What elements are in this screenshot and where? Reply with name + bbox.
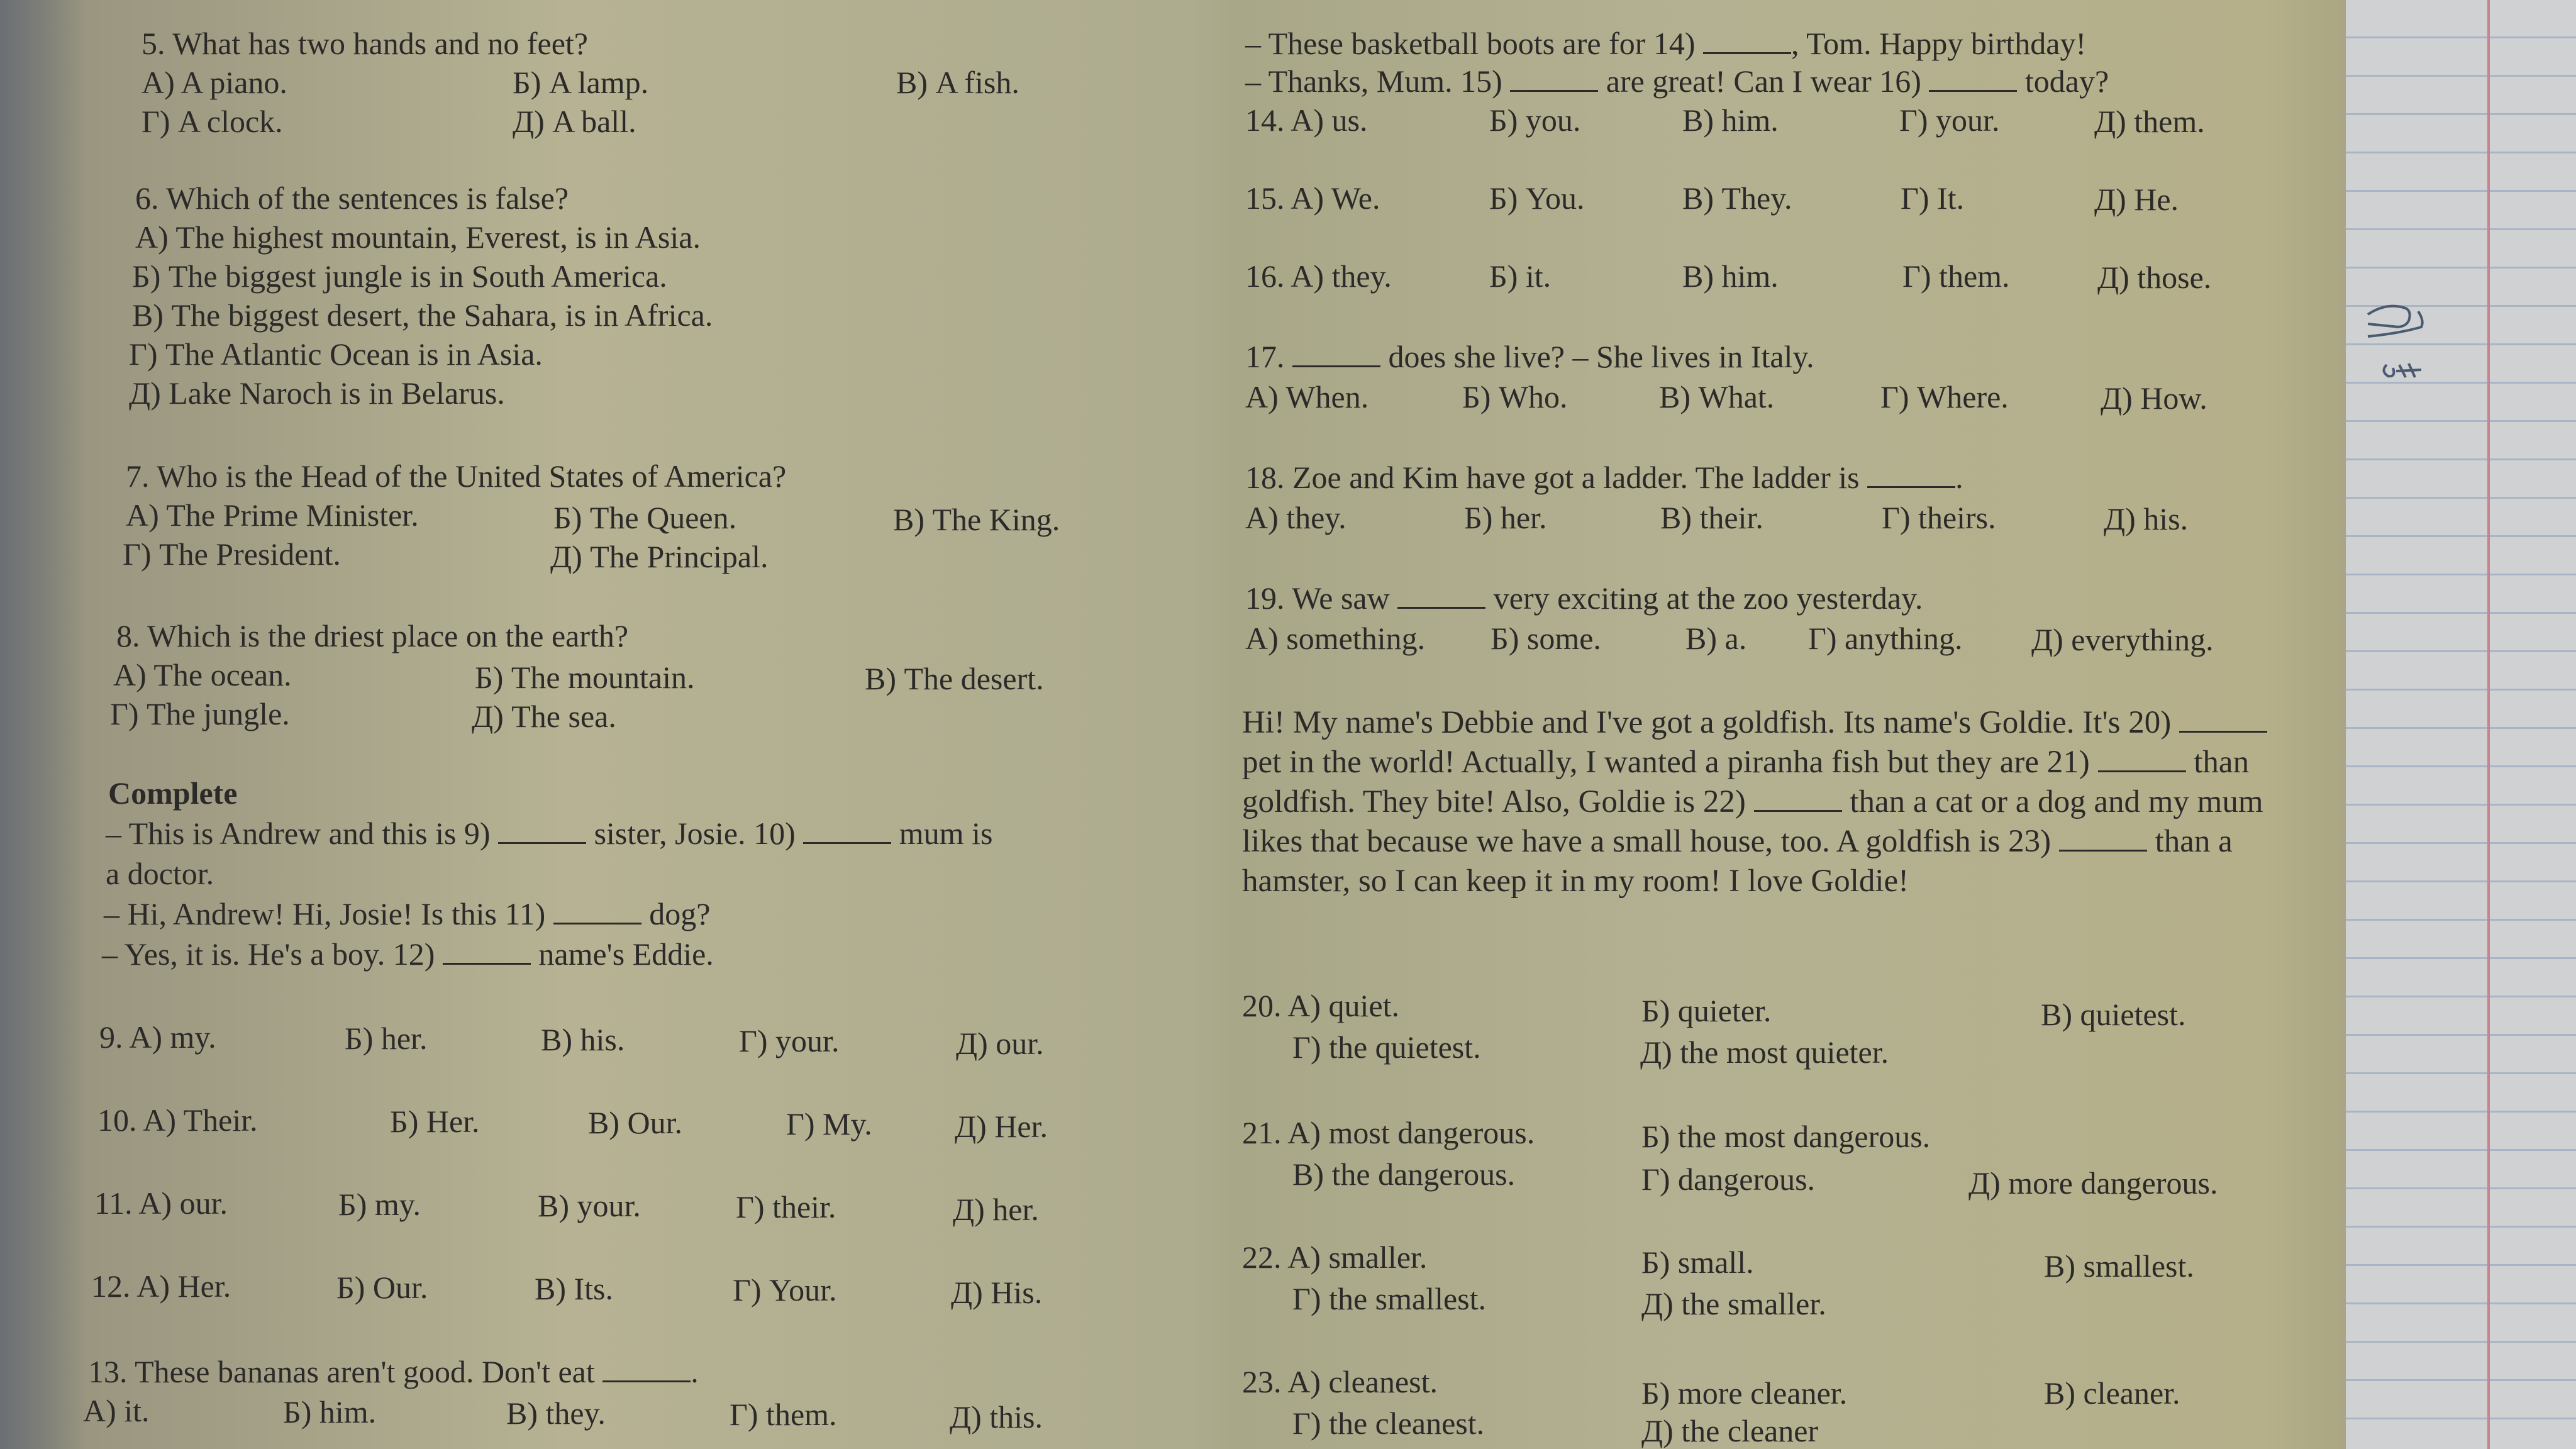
option: A) The Prime Minister. [126,497,419,533]
option: В) a. [1685,621,1747,656]
text: – This is Andrew and this is 9) [106,816,491,851]
blank [1292,340,1380,367]
option: A) it. [83,1393,150,1428]
option: Д) her. [953,1192,1039,1227]
option: Д) our. [956,1026,1044,1061]
answer-row-20: 20. A) quiet. [1242,988,1399,1023]
option: A) A piano. [142,65,287,100]
section-title: Complete [108,775,238,811]
dialogue-line: a doctor. [106,856,214,891]
option: A) When. [1245,379,1369,414]
text: 13. These bananas aren't good. Don't eat [88,1354,595,1389]
dialogue-line [1245,63,2109,99]
option: Д) them. [2094,104,2205,139]
option: Д) the smaller. [1641,1286,1826,1321]
option: Г) Your. [733,1272,837,1307]
question-7: 7. Who is the Head of the United States of America? [126,458,787,494]
text: than a cat or a dog and my mum likes that because we have a small house, too. A goldfish is 23) [1242,784,2263,859]
pencil-scribble-icon [2362,277,2450,415]
option: Г) the cleanest. [1292,1406,1485,1441]
text: . [1955,460,1963,495]
text: dog? [649,896,711,931]
blank [1510,65,1598,92]
answer-row-16: 16. A) they. [1245,258,1392,294]
option: Д) the most quieter. [1640,1035,1889,1070]
option: В) quietest. [2041,997,2186,1032]
dialogue-line [1245,25,2086,62]
option: Б) The mountain. [475,660,695,695]
option: В) What. [1659,379,1775,414]
option: Г) them. [1902,258,2010,294]
answer-row-10: 10. A) Their. [97,1102,258,1138]
option: В) smallest. [2044,1248,2194,1284]
answer-row-14: 14. A) us. [1245,103,1368,138]
option: В) cleaner. [2044,1375,2180,1411]
goldfish-paragraph [1242,703,2267,901]
blank [602,1355,691,1382]
option: Г) their. [736,1189,836,1224]
option: Д) The sea. [472,699,616,734]
option: Д) the cleaner [1641,1413,1819,1448]
text: – Yes, it is. He's a boy. 12) [102,936,435,972]
option: Г) them. [730,1397,837,1432]
option: В) their. [1660,500,1763,535]
answer-row-23: 23. A) cleanest. [1242,1364,1438,1399]
dialogue-line [106,815,992,852]
option: Д) A ball. [513,104,636,139]
answer-row-9: 9. A) my. [99,1019,216,1055]
option: В) A fish. [896,65,1019,100]
option: Б) her. [345,1021,428,1056]
blank [1867,461,1955,488]
blank [1929,65,2017,92]
blank [553,897,641,924]
text: than a hamster, so I can keep it in my room! I love Goldie! [1242,824,2233,899]
option: В) him. [1682,103,1779,138]
text: mum is [899,816,993,851]
option: Д) his. [2104,501,2189,536]
text: – Thanks, Mum. 15) [1245,64,1502,99]
answer-row-15: 15. A) We. [1245,180,1380,216]
question-18 [1245,459,1963,496]
option: Б) The Queen. [553,500,737,535]
option: Д) How. [2101,380,2207,416]
option: Г) It. [1901,180,1965,216]
text: name's Eddie. [538,936,714,972]
option: Б) quieter. [1641,993,1772,1028]
option: Д) His. [951,1275,1043,1310]
answer-row-22: 22. A) smaller. [1242,1240,1428,1275]
text: Hi! My name's Debbie and I've got a goldfish. Its name's Goldie. It's 20) [1242,705,2172,740]
blank [1754,784,1842,812]
option: Б) the most dangerous. [1641,1119,1931,1154]
blank [2179,705,2267,733]
blank [1397,582,1485,609]
text: – These basketball boots are for 14) [1245,26,1696,61]
option: Б) my. [338,1187,421,1222]
option: Д) more dangerous. [1968,1165,2218,1201]
option: Г) dangerous. [1641,1162,1816,1197]
question-6: 6. Which of the sentences is false? [135,180,569,216]
option: Д) those. [2097,260,2212,295]
option: Г) The President. [123,536,341,572]
option: Б) it. [1489,258,1552,294]
text: than goldfish. They bite! Also, Goldie is 22) [1242,745,2250,819]
question-13 [88,1353,699,1390]
question-5: 5. What has two hands and no feet? [142,26,588,61]
option: В) his. [541,1022,625,1057]
option: Г) The jungle. [110,696,290,731]
option: Д) Her. [955,1109,1048,1144]
text: 18. Zoe and Kim have got a ladder. The ladder is [1245,460,1860,495]
option: A) The highest mountain, Everest, is in Asia. [135,219,701,255]
option: Д) everything. [2031,622,2214,657]
option: Д) He. [2094,182,2179,217]
option: Б) A lamp. [513,65,649,100]
option: В) they. [506,1396,606,1431]
option: Г) The Atlantic Ocean is in Asia. [129,336,543,372]
option: Б) small. [1641,1245,1754,1280]
blank [498,817,586,844]
text: . [691,1354,699,1389]
option: В) The biggest desert, the Sahara, is in Africa. [132,297,713,333]
option: Б) her. [1464,500,1547,535]
option: Д) this. [950,1399,1043,1435]
option: A) they. [1245,500,1346,535]
answer-row-12: 12. A) Her. [91,1269,231,1304]
blank [1703,27,1791,54]
notebook-page [2346,0,2576,1449]
option: Г) theirs. [1882,500,1996,535]
option: В) The desert. [865,661,1044,696]
option: A) The ocean. [113,657,292,692]
option: В) the dangerous. [1292,1157,1516,1192]
question-19 [1245,580,1923,616]
option: A) something. [1245,621,1426,656]
notebook-margin-line [2487,0,2490,1449]
blank [443,938,531,965]
text: pet in the world! Actually, I wanted a piranha fish but they are 21) [1242,745,2090,780]
answer-row-21: 21. A) most dangerous. [1242,1115,1535,1150]
option: Г) your. [739,1023,840,1058]
option: Г) the quietest. [1292,1030,1481,1065]
option: Б) you. [1489,103,1581,138]
text: , Tom. Happy birthday! [1791,26,2087,61]
option: Г) the smallest. [1292,1281,1487,1316]
text: – Hi, Andrew! Hi, Josie! Is this 11) [104,896,546,931]
text: does she live? – She lives in Italy. [1388,339,1814,374]
option: В) your. [538,1188,641,1223]
question-8: 8. Which is the driest place on the earth? [116,618,629,653]
option: Г) anything. [1808,621,1963,656]
answer-row-11: 11. A) our. [94,1185,228,1221]
text: 17. [1245,339,1285,374]
text: are great! Can I wear 16) [1606,64,1921,99]
option: Б) The biggest jungle is in South America. [132,258,667,294]
option: Г) your. [1899,103,2000,138]
text: sister, Josie. 10) [594,816,796,851]
blank [2098,745,2186,772]
option: В) him. [1682,258,1779,294]
option: В) The King. [893,502,1060,537]
text: very exciting at the zoo yesterday. [1493,580,1923,616]
option: Г) Where. [1880,379,2009,414]
option: Б) You. [1489,180,1585,216]
option: Д) The Principal. [550,539,769,574]
option: В) Its. [535,1271,613,1306]
option: Б) more cleaner. [1641,1375,1848,1411]
option: Г) My. [786,1106,872,1141]
dialogue-line [102,936,714,972]
blank [803,817,891,844]
option: Б) Her. [390,1104,480,1139]
option: Б) some. [1491,621,1601,656]
option: Б) him. [283,1394,377,1430]
option: В) They. [1682,180,1792,216]
text: today? [2024,64,2109,99]
dialogue-line [104,896,710,932]
option: Б) Who. [1462,379,1568,414]
option: В) Our. [588,1105,682,1140]
question-17 [1245,338,1814,375]
blank [2059,824,2147,852]
option: Б) Our. [336,1270,428,1305]
text: 19. We saw [1245,580,1390,616]
option: Д) Lake Naroch is in Belarus. [129,375,505,411]
option: Г) A clock. [142,104,283,139]
